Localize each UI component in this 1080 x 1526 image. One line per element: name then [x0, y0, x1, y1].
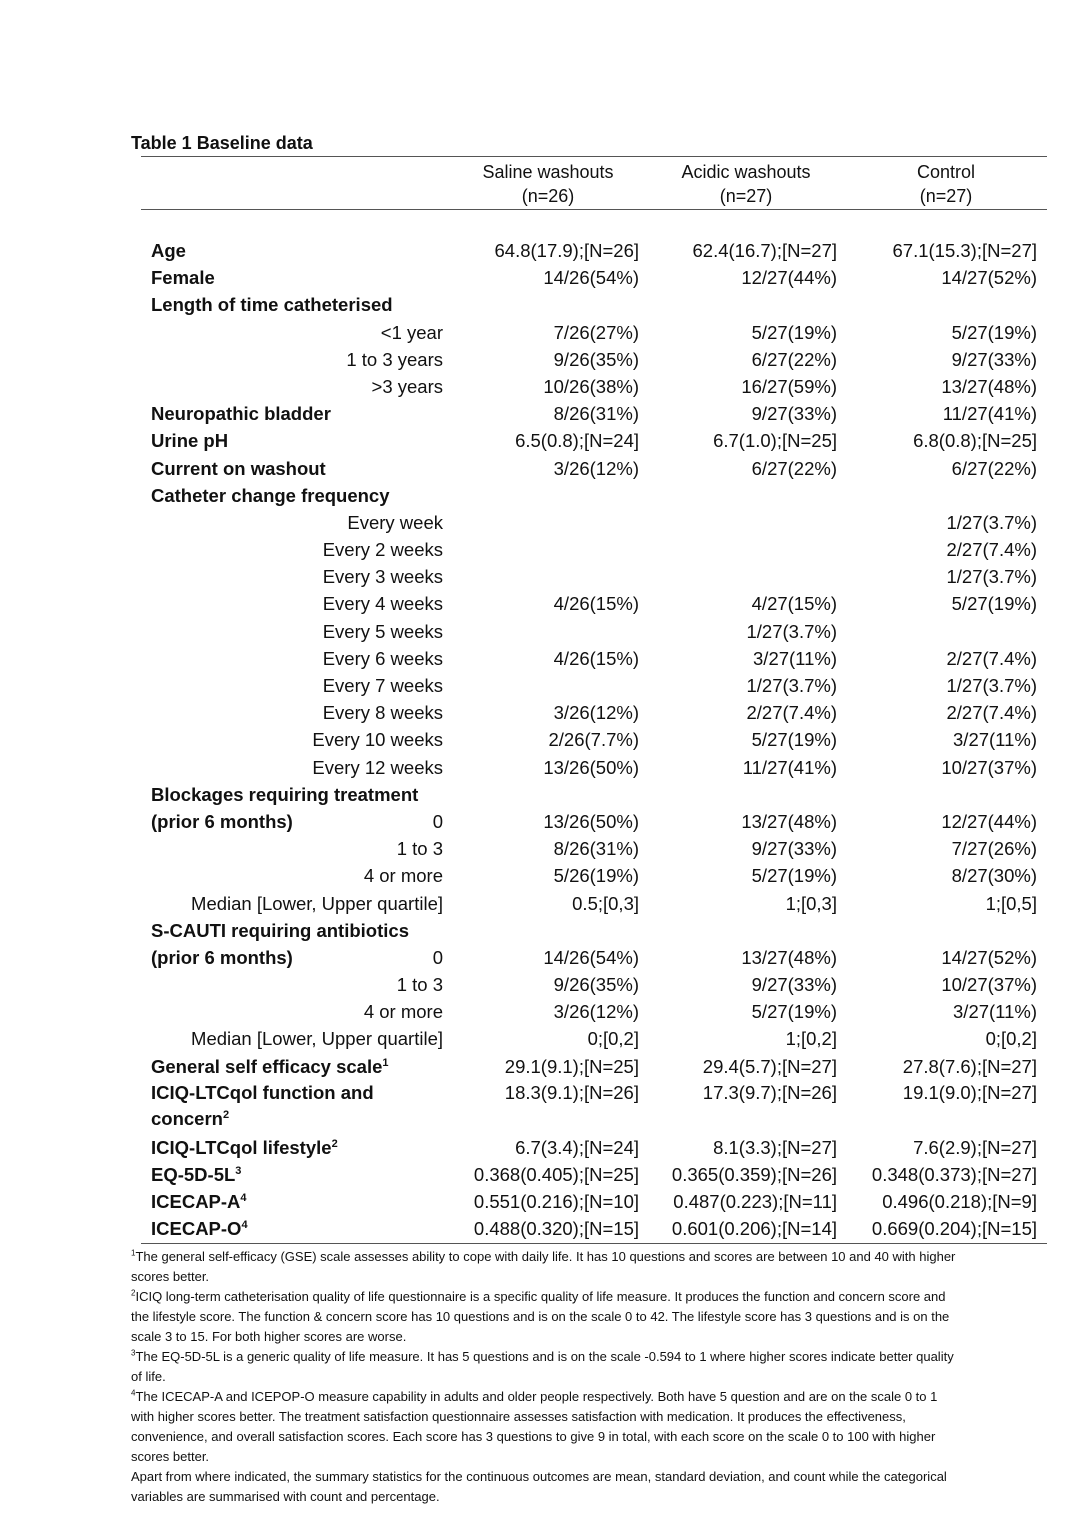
- table-row: [131, 1161, 1047, 1188]
- table-row: [131, 590, 1047, 617]
- row-value: 13/27(48%): [741, 946, 837, 968]
- row-value: 12/27(44%): [741, 267, 837, 289]
- row-value: 14/26(54%): [543, 946, 639, 968]
- row-value: 67.1(15.3);[N=27]: [892, 240, 1037, 261]
- row-label: Every 4 weeks: [322, 593, 443, 615]
- row-label: 1 to 3: [396, 974, 443, 996]
- table-title: Table 1 Baseline data: [131, 133, 313, 153]
- table-row: [131, 1025, 1047, 1052]
- row-label: 4 or more: [363, 1001, 443, 1023]
- table-row: [131, 944, 1047, 971]
- row-value: 8/26(31%): [553, 838, 639, 860]
- table-row: [131, 373, 1047, 400]
- row-value: 7/26(27%): [553, 321, 639, 343]
- header-saline: [449, 158, 647, 208]
- row-value: 14/27(52%): [941, 946, 1037, 968]
- table-header: [131, 157, 1047, 209]
- row-value: [647, 781, 845, 808]
- row-label: Every 7 weeks: [322, 675, 443, 696]
- row-value: 13/26(50%): [543, 810, 639, 832]
- row-value: 8/27(30%): [951, 865, 1037, 887]
- row-label: Every 8 weeks: [322, 702, 443, 724]
- row-value: 6.7(1.0);[N=25]: [713, 430, 837, 452]
- table-row: [131, 862, 1047, 889]
- row-label: ICIQ-LTCqol function and concern$^2$: [151, 1081, 374, 1129]
- row-value: [449, 917, 647, 944]
- table-row: [131, 971, 1047, 998]
- row-value: [449, 781, 647, 808]
- row-value: 6.7(3.4);[N=24]: [515, 1136, 639, 1158]
- row-label: >3 years: [371, 375, 443, 397]
- column-name: Control: [916, 162, 976, 182]
- row-value: 27.8(7.6);[N=27]: [902, 1055, 1037, 1077]
- row-value: 0.368(0.405);[N=25]: [473, 1164, 639, 1185]
- row-value: 16/27(59%): [741, 375, 837, 397]
- table-row: [131, 482, 1047, 509]
- row-label: Length of time catheterised: [151, 294, 393, 316]
- footnote: $^4$The ICECAP-A and ICEPOP-O measure capability in adults and older people respectively. Both have 5 question and are on the scale 0 to 1 with higher scores better. The treatment satisfaction questionnaire assesses satisfaction with medication. It produces the effectiveness, convenience, and overall satisfaction scores. Each score has 3 questions to give 9 in total, with each score on the scale 0 to 100 with higher scores better.: [131, 1388, 938, 1464]
- row-value: 4/26(15%): [553, 647, 639, 669]
- row-value: 29.1(9.1);[N=25]: [504, 1055, 639, 1077]
- row-label: $EQ-5D-5L^3$: [151, 1164, 242, 1185]
- table-row: [131, 618, 1047, 645]
- table-row: [131, 319, 1047, 346]
- table-body: [131, 237, 1047, 1243]
- row-label: 0: [432, 810, 443, 832]
- table-row: [131, 1134, 1047, 1161]
- footnote-marker: 2: [331, 1137, 338, 1150]
- row-label: Every 6 weeks: [322, 647, 443, 669]
- footnote-number: 4: [131, 1388, 136, 1398]
- table-row: [131, 699, 1047, 726]
- row-value: 0.551(0.216);[N=10]: [473, 1191, 639, 1213]
- row-value: 8.1(3.3);[N=27]: [713, 1136, 837, 1158]
- footnote-number: 3: [131, 1348, 136, 1358]
- row-value: 9/27(33%): [751, 403, 837, 425]
- row-label: Catheter change frequency: [151, 484, 390, 506]
- row-value: [647, 917, 845, 944]
- table-row: [131, 1215, 1047, 1242]
- table-row: [131, 645, 1047, 672]
- row-value: 11/27(41%): [742, 756, 837, 778]
- table-row: [131, 754, 1047, 781]
- row-value: 6/27(22%): [951, 457, 1037, 479]
- row-value: 0;[0,2]: [587, 1028, 639, 1050]
- row-value: 3/26(12%): [553, 1001, 639, 1023]
- row-value: 5/27(19%): [951, 593, 1037, 615]
- footnote-marker: 4: [240, 1192, 247, 1205]
- table-row: [131, 835, 1047, 862]
- footnote-marker: 3: [235, 1164, 242, 1177]
- row-value: 1;[0,5]: [985, 892, 1037, 914]
- row-value: 1;[0,2]: [785, 1028, 837, 1050]
- row-value: 1/27(3.7%): [946, 675, 1037, 696]
- row-value: 14/26(54%): [543, 267, 639, 289]
- row-value: [449, 536, 647, 563]
- row-value: 8/26(31%): [553, 403, 639, 425]
- row-label: <1 year: [380, 321, 443, 343]
- row-value: 13/26(50%): [543, 756, 639, 778]
- row-value: 5/27(19%): [751, 729, 837, 751]
- row-value: 0.601(0.206);[N=14]: [671, 1218, 837, 1240]
- row-value: [449, 618, 647, 645]
- row-value: 19.1(9.0);[N=27]: [902, 1081, 1037, 1103]
- row-label: 1 to 3: [396, 838, 443, 860]
- row-value: 11/27(41%): [942, 403, 1037, 425]
- row-value: 6/27(22%): [751, 457, 837, 479]
- row-label: Urine pH: [151, 430, 229, 452]
- table-row: [131, 291, 1047, 318]
- row-value: 6/27(22%): [751, 348, 837, 370]
- row-value: 18.3(9.1);[N=26]: [504, 1081, 639, 1103]
- row-value: 14/27(52%): [941, 267, 1037, 289]
- table-row: [131, 455, 1047, 482]
- row-value: 0.669(0.204);[N=15]: [871, 1218, 1037, 1240]
- row-value: 0.488(0.320);[N=15]: [473, 1218, 639, 1240]
- row-value: [647, 509, 845, 536]
- row-value: [647, 291, 845, 318]
- footnote: Apart from where indicated, the summary statistics for the continuous outcomes are mean, standard deviation, and count while the categorical variables are summarised with count and percentage.: [131, 1468, 947, 1504]
- row-label: Every 5 weeks: [322, 620, 443, 642]
- footnote-number: 1: [131, 1248, 136, 1258]
- row-label: Every week: [347, 511, 443, 533]
- row-value: 3/26(12%): [553, 702, 639, 724]
- row-value: 0.5;[0,3]: [572, 892, 639, 914]
- row-value: 2/27(7.4%): [746, 702, 837, 724]
- row-label: Every 3 weeks: [322, 566, 443, 588]
- row-value: 5/27(19%): [751, 1001, 837, 1023]
- row-label: Blockages requiring treatment (prior 6 months): [151, 783, 419, 832]
- row-label: Female: [151, 267, 215, 289]
- row-value: 9/27(33%): [951, 348, 1037, 370]
- row-label: ICIQ-LTCqol lifestyle$^2$: [151, 1136, 338, 1158]
- row-label: Every 12 weeks: [312, 756, 443, 778]
- row-value: 64.8(17.9);[N=26]: [494, 240, 639, 261]
- table-row: [131, 1080, 1047, 1134]
- row-value: [845, 781, 1047, 808]
- row-value: 4/27(15%): [751, 593, 837, 615]
- row-value: 7/27(26%): [951, 838, 1037, 860]
- table-row: [131, 563, 1047, 590]
- row-value: [647, 482, 845, 509]
- row-value: [647, 563, 845, 590]
- table-row: [131, 726, 1047, 753]
- row-value: 1/27(3.7%): [946, 566, 1037, 588]
- row-value: 10/26(38%): [543, 375, 639, 397]
- table-row: [131, 400, 1047, 427]
- column-count: (n=26): [521, 186, 575, 206]
- row-label: 1 to 3 years: [346, 348, 443, 370]
- header-control: [845, 158, 1047, 208]
- row-value: 29.4(5.7);[N=27]: [702, 1055, 837, 1077]
- row-value: [449, 672, 647, 699]
- header-spacer: [131, 210, 1047, 237]
- row-label: S-CAUTI requiring antibiotics (prior 6 months): [151, 919, 409, 968]
- row-label: Median [Lower, Upper quartile]: [191, 892, 443, 914]
- row-value: 6.8(0.8);[N=25]: [913, 430, 1037, 452]
- row-value: 9/26(35%): [553, 348, 639, 370]
- row-value: 13/27(48%): [741, 810, 837, 832]
- row-value: [449, 509, 647, 536]
- table-row: [131, 264, 1047, 291]
- baseline-table-document: [131, 130, 1047, 1507]
- table-row: [131, 672, 1047, 699]
- row-value: [845, 291, 1047, 318]
- row-label: ICECAP-$O^4$: [151, 1218, 248, 1240]
- row-value: 3/27(11%): [953, 1001, 1037, 1023]
- row-value: 3/27(11%): [953, 729, 1037, 751]
- table-row: [131, 237, 1047, 264]
- row-value: [449, 563, 647, 590]
- row-label: Every 2 weeks: [322, 539, 443, 561]
- column-name: Saline washouts: [482, 162, 614, 182]
- row-value: 9/26(35%): [553, 974, 639, 996]
- row-value: 2/27(7.4%): [946, 539, 1037, 561]
- footnote: $^2$ICIQ long-term catheterisation quality of life questionnaire is a specific quality of life measure. It produces the function and concern score and the lifestyle score. The function & concern score has 10 questions and is on the scale 0 to 42. The lifestyle score has 3 questions and is on the scale 3 to 15. For both higher scores are worse.: [131, 1288, 950, 1344]
- footnote-marker: 1: [382, 1056, 389, 1069]
- row-value: 1/27(3.7%): [746, 620, 837, 642]
- row-value: [845, 482, 1047, 509]
- row-value: 7.6(2.9);[N=27]: [913, 1136, 1037, 1158]
- row-value: 5/27(19%): [751, 321, 837, 343]
- row-label: 4 or more: [363, 865, 443, 887]
- row-value: 9/27(33%): [751, 974, 837, 996]
- row-value: [845, 917, 1047, 944]
- row-value: 3/26(12%): [553, 457, 639, 479]
- table-row: [131, 346, 1047, 373]
- table-row: [131, 536, 1047, 563]
- row-label: Every 10 weeks: [312, 729, 443, 751]
- column-name: Acidic washouts: [681, 162, 811, 182]
- footnote-marker: 4: [241, 1219, 248, 1232]
- footnote-marker: 2: [222, 1108, 230, 1121]
- bottom-rule: [141, 1243, 1047, 1244]
- table-row: [131, 998, 1047, 1025]
- row-value: 0.365(0.359);[N=26]: [671, 1164, 837, 1185]
- table-row: [131, 1053, 1047, 1080]
- row-value: [449, 291, 647, 318]
- row-value: 13/27(48%): [941, 375, 1037, 397]
- footnote-number: 2: [131, 1288, 136, 1298]
- column-count: (n=27): [919, 186, 973, 206]
- row-value: 10/27(37%): [941, 974, 1037, 996]
- row-value: 10/27(37%): [941, 756, 1037, 778]
- row-label: Current on washout: [151, 457, 326, 479]
- row-value: 0.487(0.223);[N=11]: [673, 1191, 837, 1213]
- table-row: [131, 427, 1047, 454]
- row-value: 0;[0,2]: [985, 1028, 1037, 1050]
- row-value: 1/27(3.7%): [746, 675, 837, 696]
- row-label: ICECAP-$A^4$: [151, 1191, 247, 1213]
- row-value: 0.496(0.218);[N=9]: [882, 1191, 1037, 1213]
- row-value: 62.4(16.7);[N=27]: [692, 240, 837, 261]
- row-value: 1/27(3.7%): [946, 511, 1037, 533]
- row-value: 9/27(33%): [751, 838, 837, 860]
- row-value: 0.348(0.373);[N=27]: [871, 1164, 1037, 1185]
- row-value: 5/26(19%): [553, 865, 639, 887]
- row-value: 12/27(44%): [941, 810, 1037, 832]
- column-count: (n=27): [719, 186, 773, 206]
- row-value: [647, 536, 845, 563]
- table-row: [131, 890, 1047, 917]
- table-row: [131, 1188, 1047, 1215]
- table-row: [131, 509, 1047, 536]
- row-value: 5/27(19%): [751, 865, 837, 887]
- row-value: [845, 618, 1047, 645]
- row-value: 2/27(7.4%): [946, 647, 1037, 669]
- row-value: 5/27(19%): [951, 321, 1037, 343]
- row-value: 4/26(15%): [553, 593, 639, 615]
- row-label: Median [Lower, Upper quartile]: [191, 1028, 443, 1050]
- footnotes: [131, 1247, 961, 1507]
- row-value: [449, 482, 647, 509]
- row-value: 6.5(0.8);[N=24]: [515, 430, 639, 452]
- row-label: Neuropathic bladder: [151, 403, 331, 425]
- row-label: Age: [151, 240, 186, 261]
- row-label: 0: [432, 946, 443, 968]
- footnote: $^3$The EQ-5D-5L is a generic quality of life measure. It has 5 questions and is on the scale -0.594 to 1 where higher scores indicate better quality of life.: [131, 1348, 954, 1384]
- row-value: 17.3(9.7);[N=26]: [702, 1081, 837, 1103]
- row-value: 1;[0,3]: [785, 892, 837, 914]
- table-row: [131, 808, 1047, 835]
- row-label: General self efficacy scale$^1$: [151, 1055, 389, 1077]
- row-value: 3/27(11%): [753, 647, 837, 669]
- header-acidic: [647, 158, 845, 208]
- row-value: 2/27(7.4%): [946, 702, 1037, 724]
- footnote: $^1$The general self-efficacy (GSE) scale assesses ability to cope with daily life. It has 10 questions and scores are between 10 and 40 with higher scores better.: [131, 1248, 956, 1284]
- row-value: 2/26(7.7%): [548, 729, 639, 751]
